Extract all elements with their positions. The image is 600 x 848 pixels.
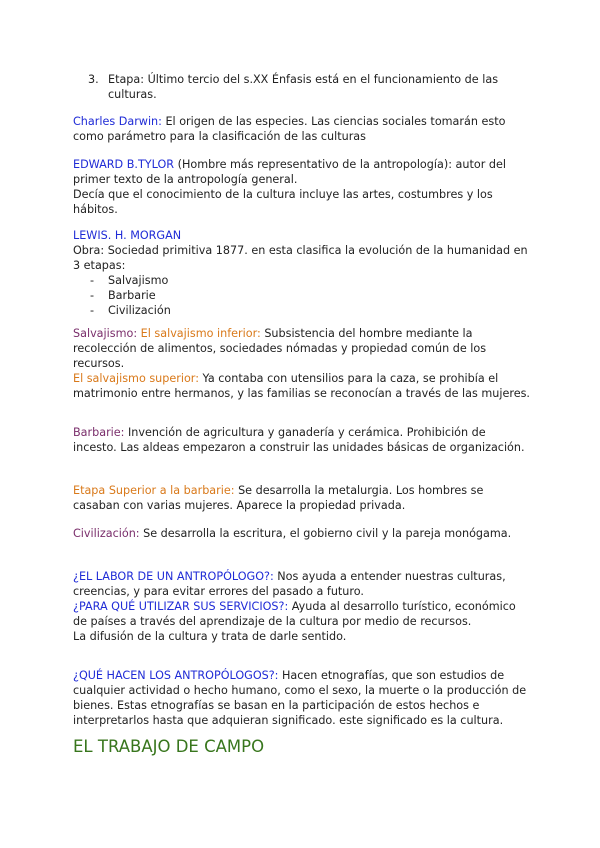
hacen-paragraph: [73, 668, 531, 728]
civilizacion-paragraph: [73, 526, 531, 541]
tylor-name: EDWARD B.TYLOR: [73, 158, 175, 171]
barbarie-text: Invención de agricultura y ganadería y cerámica. Prohibición de incesto. Las aldeas empezaron a construir las unidades básicas de organización.: [73, 426, 525, 454]
dash-bullet: -: [90, 274, 95, 287]
salvajismo-inferior-text: Subsistencia del hombre mediante la recolección de alimentos, sociedades nómadas y propiedad común de los recursos.: [73, 327, 487, 370]
stage-item: [73, 273, 531, 288]
hacen-question: ¿QUÉ HACEN LOS ANTROPÓLOGOS?:: [73, 669, 279, 682]
darwin-name: Charles Darwin:: [73, 115, 162, 128]
darwin-text: El origen de las especies. Las ciencias sociales tomarán esto como parámetro para la clasificación de las culturas: [73, 115, 506, 143]
barbarie-superior-text: Se desarrolla la metalurgia. Los hombres se casaban con varias mujeres. Aparece la propiedad privada.: [73, 484, 484, 512]
list-text: Etapa: Último tercio del s.XX Énfasis está en el funcionamiento de las culturas.: [108, 73, 499, 101]
hacen-text: Hacen etnografías, que son estudios de cualquier actividad o hecho humano, como el sexo, la muerte o la producción de bienes. Estas etnografías se basan en la participación de estos hechos e interpretarlos hasta que adquieran significado. este significado es la cultura.: [73, 669, 527, 727]
stage-label: Salvajismo: [108, 274, 169, 287]
salvajismo-label: Salvajismo:: [73, 327, 138, 340]
barbarie-superior-label: Etapa Superior a la barbarie:: [73, 484, 235, 497]
barbarie-label: Barbarie:: [73, 426, 125, 439]
stage-label: Civilización: [108, 304, 171, 317]
labor-text: Nos ayuda a entender nuestras culturas, creencias, y para evitar errores del pasado a futuro.: [73, 570, 506, 598]
stage-item: [73, 288, 531, 303]
tylor-text-2: Decía que el conocimiento de la cultura incluye las artes, costumbres y los hábitos.: [73, 188, 493, 216]
dash-bullet: -: [90, 289, 95, 302]
salvajismo-superior-text: Ya contaba con utensilios para la caza, se prohibía el matrimonio entre hermanos, y las familias se reconocían a través de las mujeres.: [73, 372, 530, 400]
morgan-section: [73, 228, 531, 318]
morgan-text: Obra: Sociedad primitiva 1877. en esta clasifica la evolución de la humanidad en 3 etapas:: [73, 244, 528, 272]
list-number: 3.: [88, 73, 99, 86]
civilizacion-label: Civilización:: [73, 527, 140, 540]
stage-label: Barbarie: [108, 289, 156, 302]
civilizacion-text: Se desarrolla la escritura, el gobierno civil y la pareja monógama.: [139, 527, 512, 540]
darwin-paragraph: [73, 114, 531, 144]
tylor-paragraph: [73, 157, 531, 217]
tylor-text: (Hombre más representativo de la antropología): autor del primer texto de la antropología general.: [73, 158, 506, 186]
salvajismo-section: [73, 326, 531, 401]
labor-section: [73, 569, 531, 644]
morgan-name: LEWIS. H. MORGAN: [73, 229, 182, 242]
servicios-text: Ayuda al desarrollo turístico, económico de países a través del aprendizaje de la cultura por medio de recursos.: [73, 600, 516, 628]
section-heading: EL TRABAJO DE CAMPO: [73, 737, 265, 756]
stages-list: [73, 273, 531, 318]
barbarie-paragraph: [73, 425, 531, 455]
salvajismo-inferior-label: El salvajismo inferior:: [137, 327, 261, 340]
servicios-question: ¿PARA QUÉ UTILIZAR SUS SERVICIOS?:: [73, 600, 289, 613]
barbarie-superior-paragraph: [73, 483, 531, 513]
salvajismo-superior-label: El salvajismo superior:: [73, 372, 199, 385]
dash-bullet: -: [90, 304, 95, 317]
difusion-text: La difusión de la cultura y trata de darle sentido.: [73, 630, 347, 643]
labor-question: ¿EL LABOR DE UN ANTROPÓLOGO?:: [73, 570, 274, 583]
stage-item: [73, 303, 531, 318]
